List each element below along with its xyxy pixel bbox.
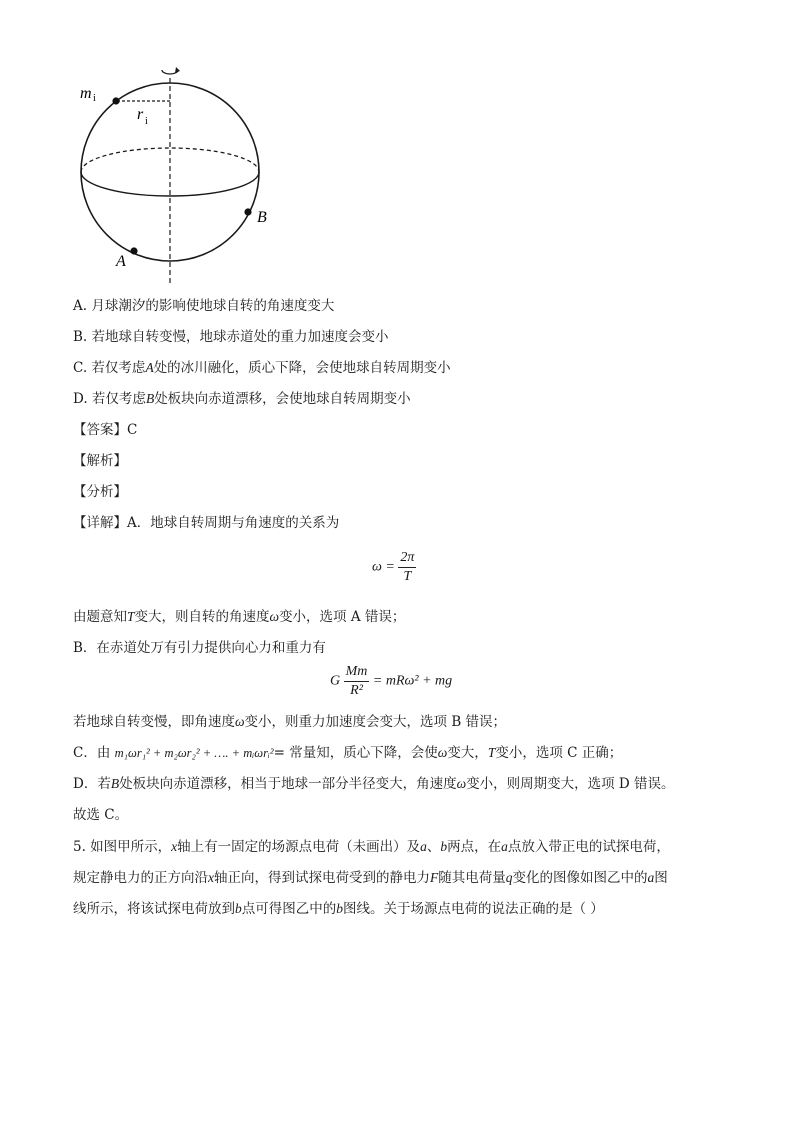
label-m-sub: i bbox=[93, 93, 96, 104]
eq1-fraction bbox=[398, 550, 416, 585]
analysis-heading bbox=[73, 452, 127, 470]
q5-l1-c: 、 bbox=[426, 839, 441, 855]
q5-line1 bbox=[73, 838, 670, 856]
q5-l2-x: x bbox=[208, 870, 214, 885]
q5-l1-a-var2: a bbox=[501, 839, 508, 854]
q5-l1-b: 轴上有一固定的场源点电荷（未画出）及 bbox=[177, 839, 421, 855]
answer-value: C bbox=[127, 422, 138, 438]
b-conc-omega: ω bbox=[235, 714, 245, 729]
q5-l1-d: 两点，在 bbox=[447, 839, 502, 855]
d-pre: D．若 bbox=[73, 776, 111, 792]
q5-l2-q: q bbox=[505, 870, 513, 885]
eq1-numerator: 2π bbox=[400, 550, 415, 565]
option-b bbox=[73, 328, 389, 346]
answer-label: 【答案】 bbox=[73, 422, 127, 438]
q5-line3 bbox=[73, 900, 604, 918]
b-conc-post: 变小，则重力加速度会变大，选项 B 错误； bbox=[244, 714, 507, 730]
option-d-var: B bbox=[145, 391, 155, 406]
detail-a-line bbox=[73, 514, 339, 532]
q5-l1-a-var: a bbox=[420, 839, 427, 854]
q5-l2-a-var: a bbox=[647, 870, 655, 885]
option-c-pre: C. 若仅考虑 bbox=[73, 360, 146, 376]
eq2-rhs: = mRω² + mg bbox=[372, 673, 453, 689]
eq2-G: G bbox=[330, 673, 341, 689]
option-a-text: A. 月球潮汐的影响使地球自转的角速度变大 bbox=[73, 298, 335, 314]
q5-l3-a: 线所示，将该试探电荷放到 bbox=[73, 901, 235, 917]
eq2-numerator: Mm bbox=[345, 664, 368, 679]
q5-l2-c: 随其电荷量 bbox=[438, 870, 506, 886]
option-d bbox=[73, 390, 411, 408]
label-A: A bbox=[116, 253, 126, 270]
q5-l1-x: x bbox=[171, 839, 178, 854]
c-post: 变小，选项 C 正确； bbox=[495, 745, 623, 761]
option-b-text: B. 若地球自转变慢，地球赤道处的重力加速度会变小 bbox=[73, 329, 389, 345]
q5-line2 bbox=[73, 869, 668, 887]
d-var: B bbox=[110, 776, 120, 791]
q5-l3-b: 点可得图乙中的 bbox=[241, 901, 337, 917]
label-m: m bbox=[80, 85, 92, 102]
option-d-pre: D. 若仅考虑 bbox=[73, 391, 146, 407]
a-conc-var: T bbox=[127, 609, 135, 624]
option-c-var: A bbox=[145, 360, 154, 375]
d-post: 变小，则周期变大，选项 D 错误。 bbox=[466, 776, 675, 792]
final-text: 故选 C。 bbox=[73, 807, 129, 823]
a-conc-mid: 变大，则自转的角速度 bbox=[134, 609, 270, 625]
fenxi-label: 【分析】 bbox=[73, 484, 127, 500]
q5-l2-F: F bbox=[430, 870, 439, 885]
q5-l3-c: 图线。关于场源点电荷的说法正确的是（ ） bbox=[343, 901, 604, 917]
q5-l1-e: 点放入带正电的试探电荷， bbox=[507, 839, 670, 855]
detail-b-text: B．在赤道处万有引力提供向心力和重力有 bbox=[73, 640, 326, 656]
c-mid2: 变大， bbox=[447, 745, 488, 761]
q5-l3-b-var: b bbox=[235, 901, 242, 916]
q5-l1-b-var: b bbox=[440, 839, 448, 854]
label-r-sub: i bbox=[145, 116, 148, 127]
label-B: B bbox=[257, 209, 267, 226]
eq1-denominator: T bbox=[403, 569, 412, 584]
c-pre: C．由 bbox=[73, 745, 115, 761]
detail-d-line bbox=[73, 775, 675, 793]
detail-b-conclusion bbox=[73, 713, 506, 731]
q5-l2-b: 轴正向，得到试探电荷受到的静电力 bbox=[214, 870, 430, 886]
option-c bbox=[73, 359, 451, 377]
q5-l2-d: 变化的图像如图乙中的 bbox=[512, 870, 648, 886]
fenxi-heading bbox=[73, 483, 127, 501]
q5-l2-a: 规定静电力的正方向沿 bbox=[73, 870, 208, 886]
c-T: T bbox=[487, 745, 496, 760]
analysis-label: 【解析】 bbox=[73, 453, 127, 469]
answer-line bbox=[73, 421, 137, 439]
option-a bbox=[73, 297, 334, 315]
point-mi bbox=[112, 97, 119, 104]
q5-l2-e: 图 bbox=[654, 870, 668, 886]
a-conc-pre: 由题意知 bbox=[73, 609, 127, 625]
b-conc-pre: 若地球自转变慢，即角速度 bbox=[73, 714, 235, 730]
detail-a-text: A．地球自转周期与角速度的关系为 bbox=[127, 515, 340, 531]
d-omega: ω bbox=[456, 776, 467, 791]
c-formula: m₁ωr₁² + m₂ωr₂² + …. + mᵢωrᵢ² bbox=[114, 746, 274, 760]
option-d-post: 处板块向赤道漂移，会使地球自转周期变小 bbox=[154, 391, 411, 407]
label-r: r bbox=[137, 106, 144, 123]
a-conc-post: 变小，选项 A 错误； bbox=[279, 609, 406, 625]
detail-label: 【详解】 bbox=[73, 515, 127, 531]
point-B bbox=[244, 208, 251, 215]
c-omega: ω bbox=[437, 745, 448, 760]
detail-c-line bbox=[73, 744, 622, 762]
eq2-fraction bbox=[344, 664, 370, 699]
final-choice bbox=[73, 806, 128, 824]
a-conc-omega: ω bbox=[269, 609, 280, 624]
eq2-denominator: R² bbox=[350, 683, 363, 698]
d-mid: 处板块向赤道漂移，相当于地球一部分半径变大，角速度 bbox=[119, 776, 457, 792]
q5-l1-a: 5. 如图甲所示， bbox=[73, 839, 172, 855]
c-mid: = 常量知，质心下降，会使 bbox=[273, 745, 438, 761]
equation-gravity bbox=[330, 664, 452, 699]
detail-a-conclusion bbox=[73, 608, 405, 626]
eq1-lhs: ω = bbox=[372, 559, 395, 575]
equation-omega bbox=[372, 550, 416, 585]
point-A bbox=[130, 247, 137, 254]
earth-figure bbox=[72, 62, 292, 292]
detail-b-line bbox=[73, 639, 326, 657]
q5-l3-b-var2: b bbox=[336, 901, 343, 916]
option-c-post: 处的冰川融化，质心下降，会使地球自转周期变小 bbox=[153, 360, 451, 376]
